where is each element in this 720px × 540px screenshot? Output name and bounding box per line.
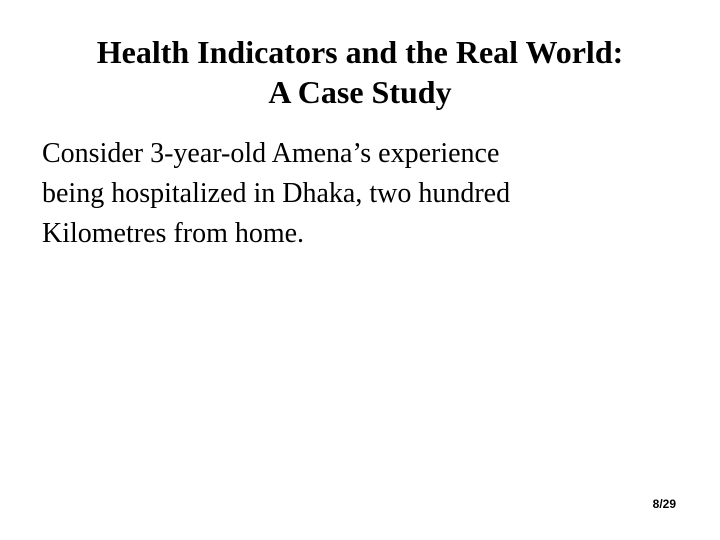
slide-title-line-1: Health Indicators and the Real World: [96,34,624,70]
body-line-1: Consider 3-year-old Amena’s experience [42,138,500,169]
slide-body [42,134,682,254]
page-number: 8/29 [652,497,676,511]
slide-title [20,32,700,112]
slide-title-line-2: A Case Study [268,74,452,110]
body-line-2: being hospitalized in Dhaka, two hundred [42,178,511,209]
body-line-3: Kilometres from home. [42,218,305,249]
